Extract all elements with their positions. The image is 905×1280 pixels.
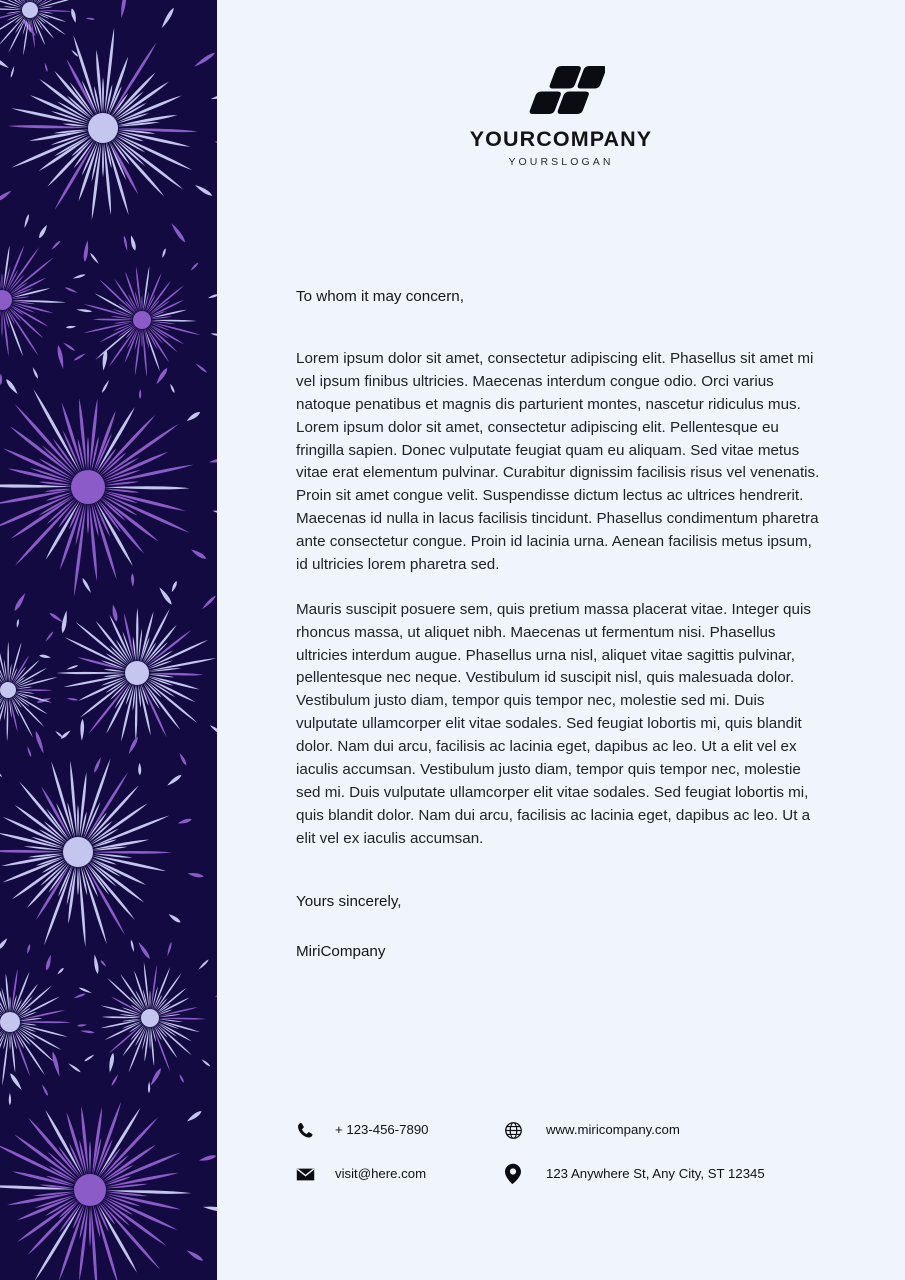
- decorative-sidebar: [0, 0, 217, 1280]
- paragraph-2: Mauris suscipit posuere sem, quis pretium massa placerat vitae. Integer quis rhoncus massa, ut aliquet nibh. Maecenas ut fermentum nisi. Phasellus ultricies interdum augue. Phasellus urna nisl, aliquet vitae sagittis pulvinar, pellentesque nec neque. Vestibulum id suscipit nisl, quis malesuada dolor. Vestibulum justo diam, tempor quis tempor nec, molestie sed mi. Duis vulputate ullamcorper elit vitae sodales. Sed feugiat lobortis mi, quis blandit dolor. Nam dui arcu, facilisis ac lacinia eget, dapibus ac leo. Ut a elit vel ex iaculis accumsan. Vestibulum justo diam, tempor quis tempor nec, molestie sed mi. Duis vulputate ullamcorper elit vitae sodales. Sed feugiat lobortis mi, quis blandit dolor. Nam dui arcu, facilisis ac lacinia eget, dapibus ac leo. Ut a elit vel ex iaculis accumsan.: [296, 600, 811, 847]
- address-text: 123 Anywhere St, Any City, ST 12345: [546, 1166, 765, 1182]
- map-pin-icon: [504, 1162, 530, 1186]
- letter-body: [296, 286, 820, 963]
- closing-block: [296, 891, 820, 963]
- signature-name: MiriCompany: [296, 943, 386, 961]
- company-slogan: YOURSLOGAN: [508, 155, 614, 168]
- contact-website[interactable]: [504, 1118, 856, 1142]
- contact-phone[interactable]: [296, 1118, 504, 1142]
- content-column: [217, 0, 905, 1280]
- website-text: www.miricompany.com: [546, 1122, 680, 1138]
- email-text: visit@here.com: [335, 1166, 427, 1182]
- envelope-icon: [296, 1162, 322, 1186]
- salutation: To whom it may concern,: [296, 288, 464, 305]
- closing-line: Yours sincerely,: [296, 893, 402, 911]
- contact-email[interactable]: [296, 1162, 504, 1186]
- letterhead-header: [217, 64, 905, 168]
- phone-icon: [296, 1118, 322, 1142]
- company-name: YOURCOMPANY: [469, 127, 653, 151]
- firework-pattern: [0, 0, 217, 1280]
- paragraph-1: Lorem ipsum dolor sit amet, consectetur adipiscing elit. Phasellus sit amet mi vel ipsum finibus ultricies. Maecenas interdum congue odio. Orci varius natoque penatibus et magnis dis parturient montes, nascetur ridiculus mus. Lorem ipsum dolor sit amet, consectetur adipiscing elit. Pellentesque eu fringilla sapien. Donec vulputate feugiat quam eu aliquam. Sed vitae metus vitae erat elementum pulvinar. Curabitur dignissim facilisis risus vel venenatis. Proin sit amet congue velit. Suspendisse dictum lectus ac ultrices hendrerit. Maecenas id nulla in lacus facilisis tincidunt. Phasellus condimentum pharetra ante consectetur congue. Proin id lacinia urna. Aenean facilisis metus ipsum, id ultricies lorem pharetra sed.: [296, 350, 820, 573]
- phone-text: + 123-456-7890: [335, 1122, 429, 1138]
- company-logo-mark: [517, 64, 605, 116]
- footer-contacts: [296, 1118, 856, 1186]
- globe-icon: [504, 1118, 530, 1142]
- contact-address[interactable]: [504, 1162, 856, 1186]
